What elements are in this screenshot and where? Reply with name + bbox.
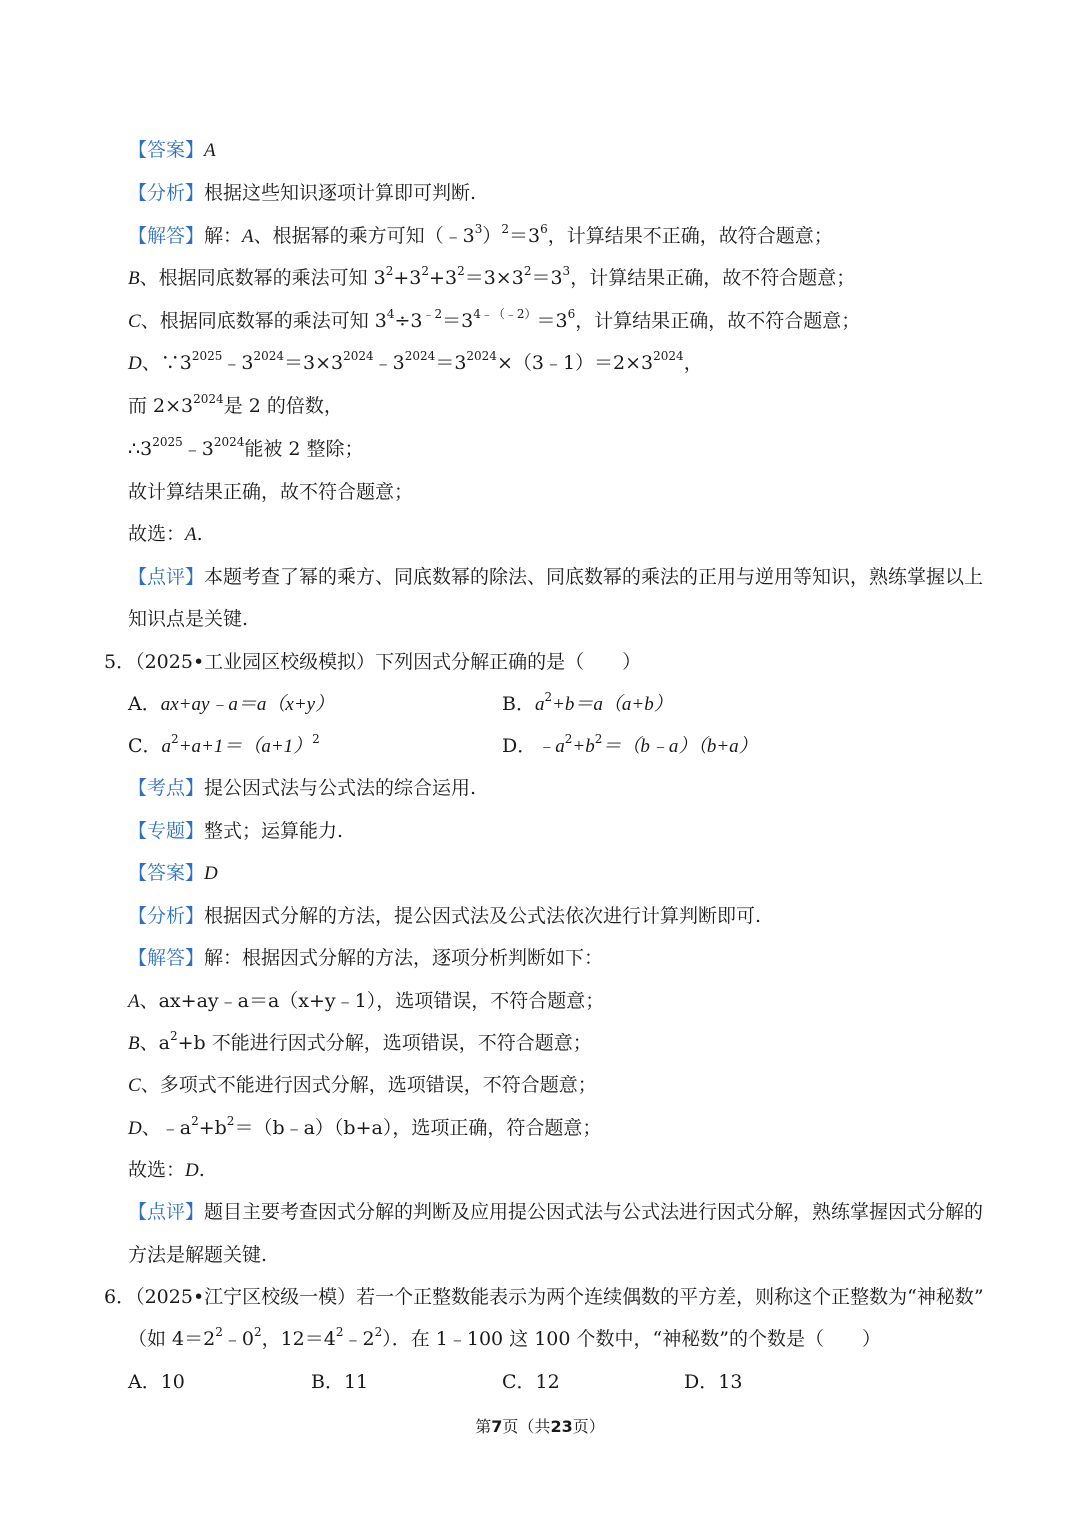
option-text: C．12 [502,1371,560,1393]
letter: B [128,1033,140,1054]
text: 解： [204,225,243,247]
text: 、多项式不能进行因式分解，选项错误，不符合题意； [140,1074,597,1096]
q4-comment-line-2 [128,606,248,632]
letter: D [128,353,142,374]
option-text: B．11 [311,1371,369,1393]
q4-line-therefore [128,436,364,462]
q6-stem-line-1 [104,1284,984,1310]
exponent: 2 [253,1324,262,1339]
letter: A [185,524,197,545]
exponent: 2 [312,731,320,746]
q6-option-d [684,1369,742,1395]
q6-option-c [502,1369,560,1395]
text: ， [683,352,703,374]
text: ×（3﹣1）＝2×3 [496,352,654,374]
text: 本题考查了幂的乘方、同底数幂的除法、同底数幂的乘法的正用与逆用等知识，熟练掌握以上 [204,566,984,588]
text: ∴3 [128,438,153,460]
q4-solution-line-c [128,308,860,334]
option-text: +a+1＝（a+1） [178,736,313,757]
text: ＝3 [442,310,474,332]
text: ＝3×3 [464,267,524,289]
text: ÷3 [394,310,423,332]
exponent: 2 [501,221,510,236]
q4-line-conclusion [128,479,413,505]
q5-option-d [502,733,758,759]
text: 而 2×3 [128,395,194,417]
text: 根据因式分解的方法，提公因式法及公式法依次进行计算判断即可. [204,905,762,927]
exponent: 6 [540,221,548,236]
exponent: 2024 [213,434,245,449]
text: 提公因式法与公式法的综合运用. [204,777,477,799]
q5-stem [104,649,641,675]
text: ＝3 [435,352,467,374]
letter: A [128,991,140,1012]
q4-comment-line-1 [128,564,983,590]
exponent: 2 [385,263,394,278]
text: 、ax+ay﹣a＝a（x+y﹣1），选项错误，不符合题意； [139,990,605,1012]
text: ﹣3 [182,438,214,460]
text: 6．（2025•江宁区校级一模）若一个正整数能表示为两个连续偶数的平方差，则称这个正整数为“神秘数” [104,1286,984,1308]
text: ，计算结果正确，故不符合题意； [570,267,856,289]
q5-line-choice [128,1157,205,1183]
exponent: 3 [474,221,483,236]
exponent: 2 [226,1113,235,1128]
solution-tag: 【解答】 [128,947,205,969]
q5-option-c [128,733,320,759]
q4-answer-line [128,137,216,163]
exponent: 4﹣（﹣2） [473,306,537,321]
q4-solution-line-a [128,223,833,249]
q5-answer-value: D [204,863,218,884]
option-text: A．10 [128,1371,185,1393]
text: 页） [572,1417,605,1436]
exponent: 2024 [404,348,436,363]
text: . [198,1159,205,1181]
answer-tag: 【答案】 [128,862,205,884]
text: 方法是解题关键. [128,1244,268,1266]
comment-tag: 【点评】 [128,566,205,588]
q4-solution-line-b [128,265,855,291]
option-label: B． [502,693,535,715]
text: ＝（b﹣a）（b+a），选项正确，符合题意； [234,1117,602,1139]
text: 第 [475,1417,492,1436]
option-text: ﹣a [536,736,565,757]
text: ，计算结果不正确，故符合题意； [547,225,833,247]
q5-answer-line [128,860,218,886]
exponent: ﹣2 [422,306,443,321]
text: 题目主要考查因式分解的判断及应用提公因式法与公式法进行因式分解，熟练掌握因式分解的 [204,1201,984,1223]
text: 、根据幂的乘方可知（﹣3 [253,225,475,247]
letter: C [128,1075,141,1096]
text: ） [482,225,502,247]
answer-tag: 【答案】 [128,139,205,161]
text: 、根据同底数幂的乘法可知 3 [140,310,387,332]
q4-analysis-line [128,180,476,206]
text: 解：根据因式分解的方法，逐项分析判断如下： [204,947,604,969]
topic-tag: 【专题】 [128,820,205,842]
exponent: 4 [386,306,395,321]
text: +b [198,1117,227,1139]
q6-stem-line-2 [128,1326,881,1352]
text: ﹣3 [373,352,405,374]
text: 故选： [128,523,186,545]
q5-option-a [128,691,334,717]
comment-tag: 【点评】 [128,1201,205,1223]
exponent: 2 [594,731,603,746]
text: +3 [429,267,458,289]
text: 5．（2025•工业园区校级模拟）下列因式分解正确的是（ ） [104,651,642,673]
point-tag: 【考点】 [128,777,205,799]
text: 能被 2 整除； [244,438,364,460]
option-label: C． [128,735,162,757]
option-label: D． [502,735,537,757]
text: ﹣0 [222,1328,254,1350]
letter: D [128,1118,142,1139]
q5-line-a [128,988,604,1014]
text: ﹣3 [222,352,254,374]
exponent: 2 [523,263,532,278]
exponent: 2 [544,689,553,704]
exponent: 6 [567,306,576,321]
solution-tag: 【解答】 [128,225,205,247]
exponent: 2024 [466,348,497,363]
exponent: 2 [374,1324,383,1339]
page-footer [0,1414,1080,1437]
text: 故计算结果正确，故不符合题意； [128,481,414,503]
letter: C [128,311,141,332]
option-text: ax+ay﹣a＝a（x+y） [160,694,335,715]
text: ＝3 [509,225,541,247]
text: ）．在 1﹣100 这 100 个数中，“神秘数”的个数是（ ） [382,1328,881,1350]
option-text: +b＝a（a+b） [552,694,673,715]
option-label: A． [128,693,161,715]
text: ＝3 [536,310,568,332]
exponent: 2 [421,263,430,278]
q5-line-d [128,1115,601,1141]
exponent: 2024 [193,391,224,406]
text: ，计算结果正确，故不符合题意； [575,310,861,332]
q5-solution-line [128,945,603,971]
text: 、∵3 [141,352,192,374]
total-pages: 23 [550,1417,573,1436]
text: 故选： [128,1159,186,1181]
text: 整式；运算能力. [204,820,344,842]
q5-point-line [128,775,476,801]
exponent: 2024 [343,348,374,363]
q5-comment-line-2 [128,1242,267,1268]
text: ＝3×3 [284,352,344,374]
text: . [196,523,203,545]
text: 、a [139,1032,170,1054]
exponent: 2024 [253,348,285,363]
text: 是 2 的倍数， [223,395,343,417]
exponent: 3 [562,263,571,278]
text: +b 不能进行因式分解，选项错误，不符合题意； [177,1032,592,1054]
exponent: 2 [564,731,573,746]
exponent: 2025 [152,434,183,449]
q4-solution-line-d [128,350,703,376]
q4-answer-value: A [204,140,216,161]
q4-analysis-text: 根据这些知识逐项计算即可判断. [204,182,477,204]
exponent: 2 [169,1028,178,1043]
q6-option-b [311,1369,368,1395]
q4-line-multiple [128,393,343,419]
option-text: D．13 [684,1371,743,1393]
q5-line-b [128,1030,592,1056]
exponent: 2 [457,263,465,278]
q5-analysis-line [128,903,761,929]
letter: D [185,1160,199,1181]
q5-topic-line [128,818,343,844]
text: +3 [393,267,422,289]
text: 页（共 [502,1417,551,1436]
option-text: a [161,736,172,757]
q4-line-choice [128,521,203,547]
page-number: 7 [491,1417,503,1436]
text: ＝3 [531,267,563,289]
analysis-tag: 【分析】 [128,182,205,204]
text: ，12＝4 [261,1328,336,1350]
q5-line-c [128,1072,597,1098]
exponent: 2 [335,1324,344,1339]
text: （如 4＝2 [128,1328,216,1350]
text: 知识点是关键. [128,608,249,630]
analysis-tag: 【分析】 [128,905,205,927]
option-text: +b [572,736,595,757]
q6-option-a [128,1369,185,1395]
letter: A [242,226,254,247]
exponent: 2 [215,1324,223,1339]
exponent: 2024 [653,348,684,363]
text: 、﹣a [141,1117,192,1139]
q5-comment-line-1 [128,1199,983,1225]
q5-option-b [502,691,673,717]
option-text: ＝（b﹣a）（b+a） [602,736,758,757]
option-text: a [534,694,545,715]
exponent: 2 [191,1113,199,1128]
exponent: 2 [171,731,179,746]
text: 、根据同底数幂的乘法可知 3 [139,267,386,289]
text: ﹣2 [343,1328,375,1350]
letter: B [128,268,140,289]
exponent: 2025 [191,348,223,363]
